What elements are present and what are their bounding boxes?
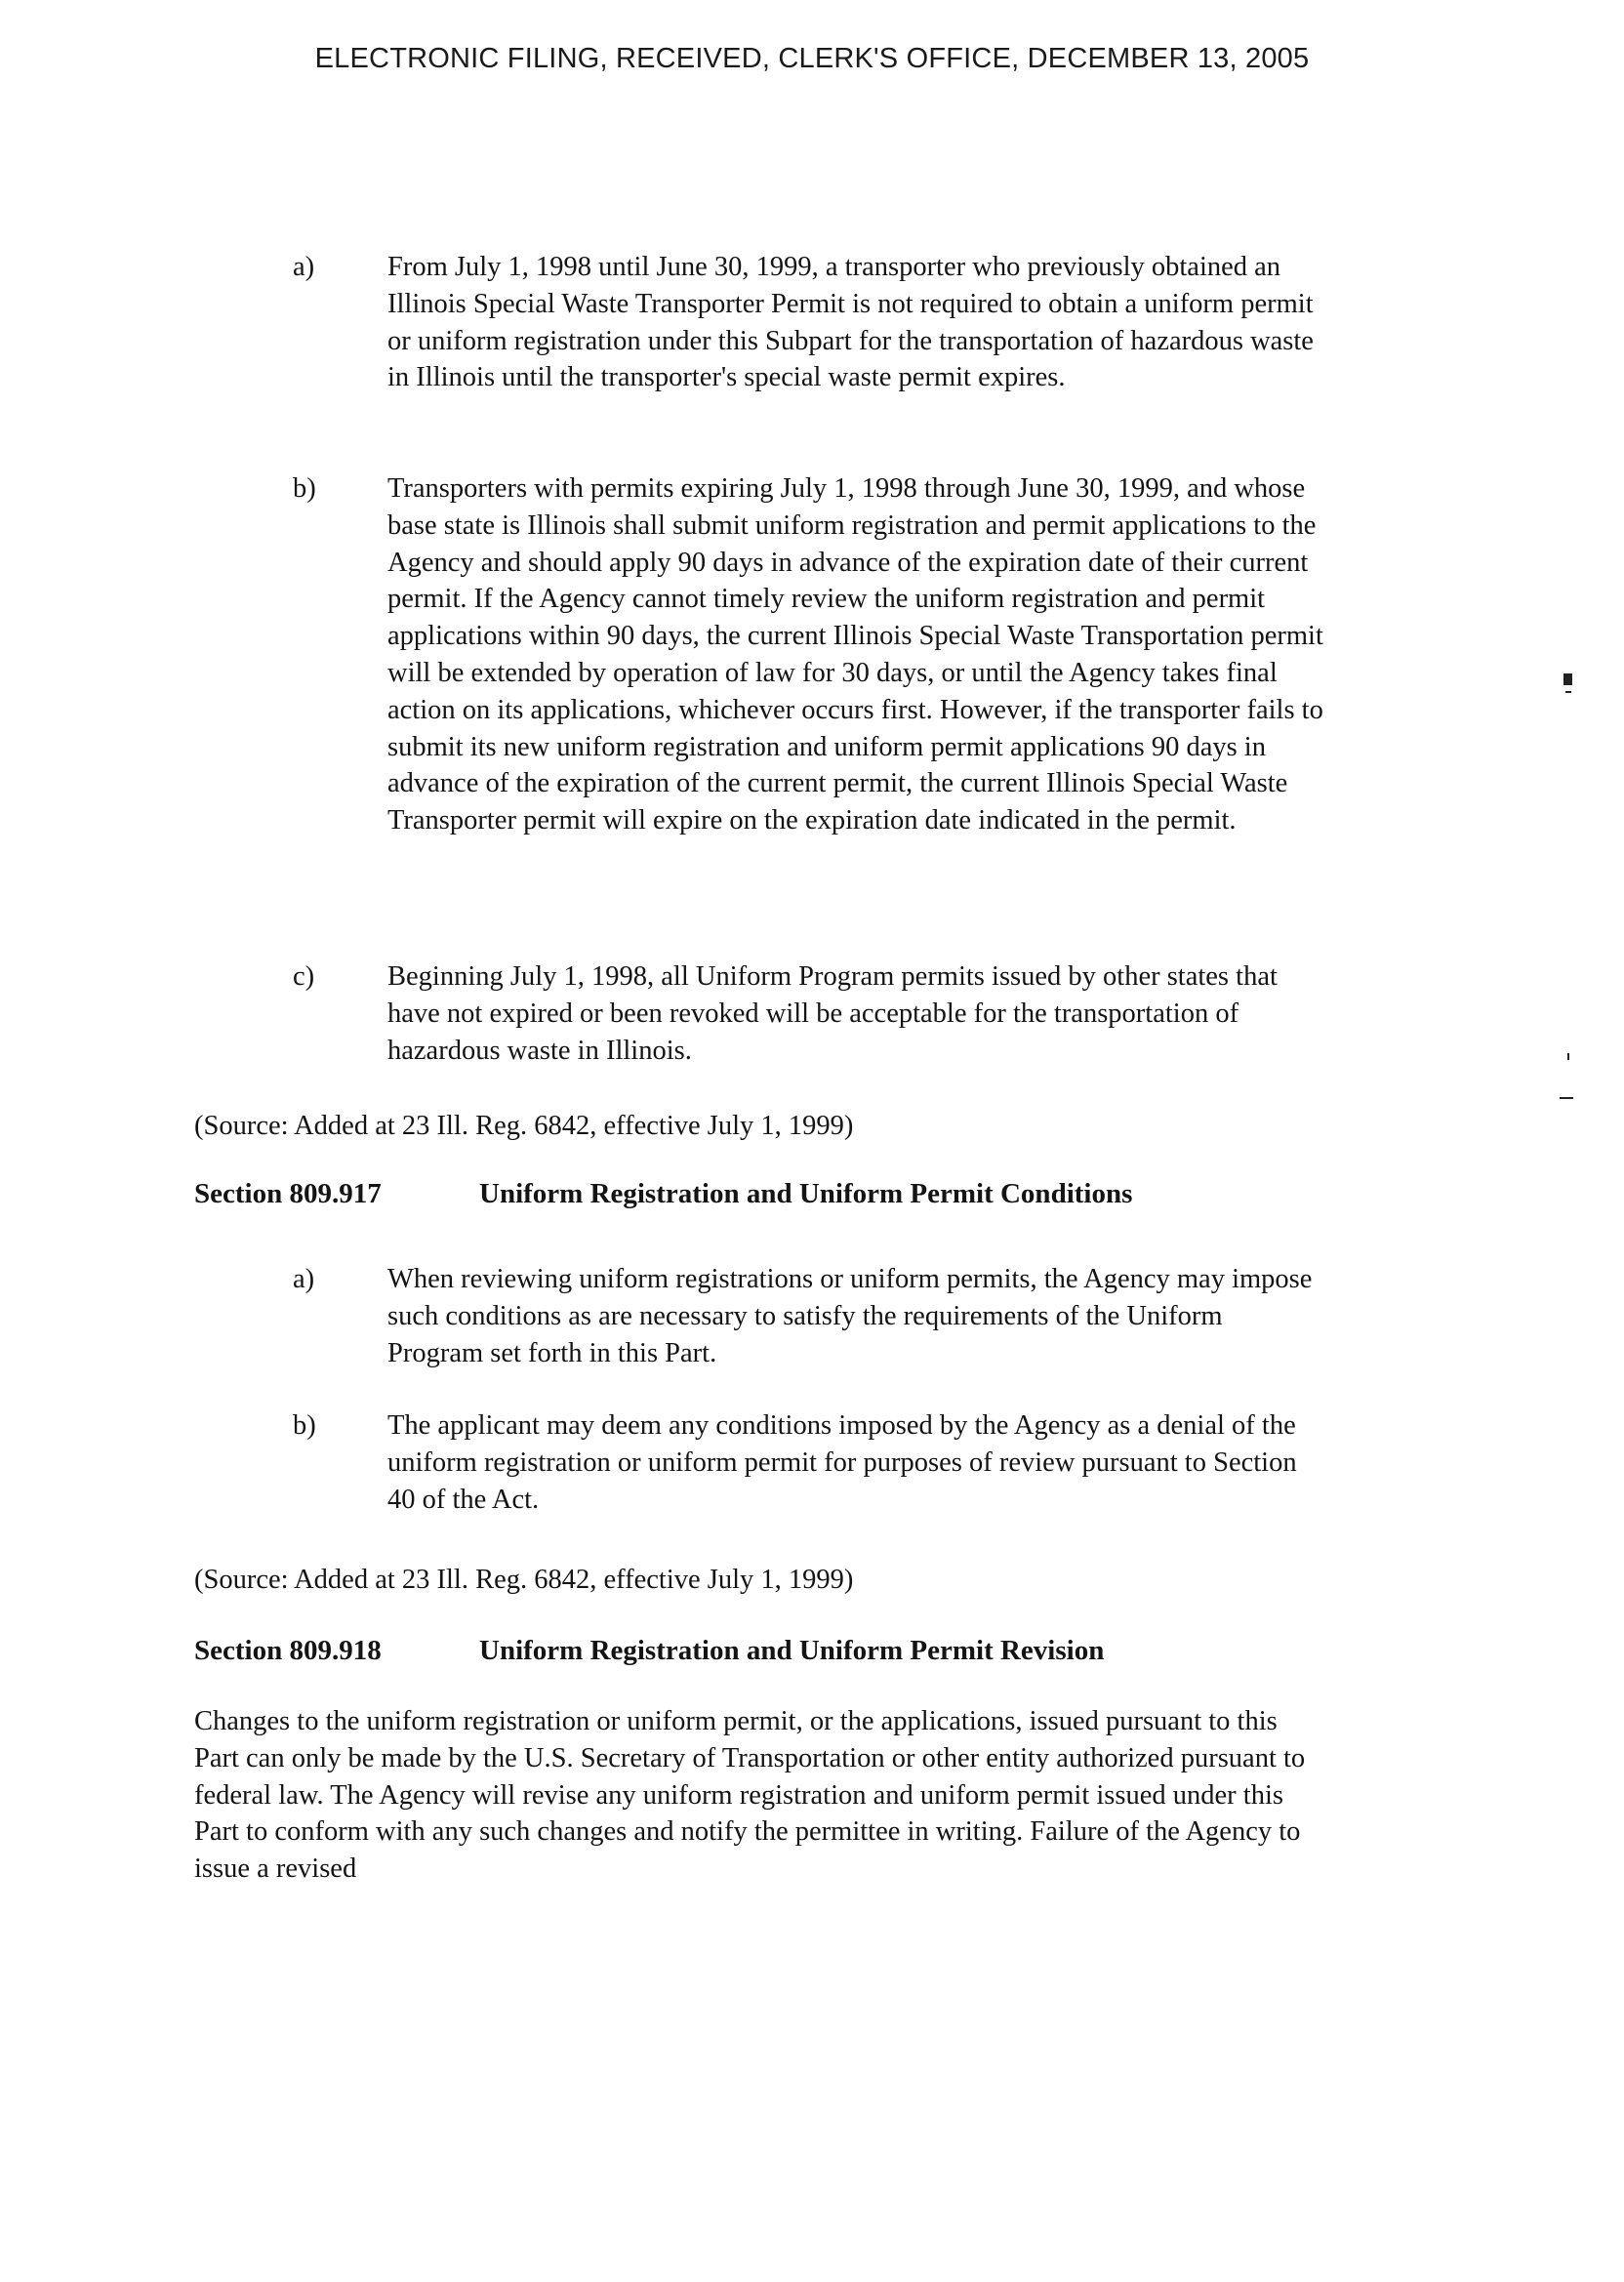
section-number: Section 809.917 bbox=[194, 1178, 382, 1209]
source-note: (Source: Added at 23 Ill. Reg. 6842, effective July 1, 1999) bbox=[194, 1565, 854, 1595]
item-label: b) bbox=[293, 473, 316, 504]
section-title: Uniform Registration and Uniform Permit Revision bbox=[479, 1635, 1105, 1666]
item-label: a) bbox=[293, 1264, 315, 1294]
filing-stamp: ELECTRONIC FILING, RECEIVED, CLERK'S OFFICE, DECEMBER 13, 2005 bbox=[314, 43, 1310, 74]
item-text: Transporters with permits expiring July 1, 1998 through June 30, 1999, and whose base state is Illinois shall submit uniform registration and permit applications to the Agency and should apply 90 days in advance of the expiration date of their current permit. If the Agency cannot timely review the uniform registration and permit applications within 90 days, the current Illinois Special Waste Transportation permit will be extended by operation of law for 30 days, or until the Agency takes final action on its applications, whichever occurs first. However, if the transporter fails to submit its new uniform registration and uniform permit applications 90 days in advance of the expiration of the current permit, the current Illinois Special Waste Transporter permit will expire on the expiration date indicated in the permit. bbox=[387, 473, 1323, 836]
scan-mark bbox=[1563, 673, 1572, 685]
item-text: The applicant may deem any conditions imposed by the Agency as a denial of the uniform registration or uniform permit for purposes of review pursuant to Section 40 of the Act. bbox=[387, 1410, 1297, 1515]
item-text: When reviewing uniform registrations or uniform permits, the Agency may impose such conditions as are necessary to satisfy the requirements of the Uniform Program set forth in this Part. bbox=[387, 1264, 1313, 1368]
section-title: Uniform Registration and Uniform Permit Conditions bbox=[479, 1178, 1133, 1209]
scan-mark bbox=[1565, 691, 1571, 693]
source-note: (Source: Added at 23 Ill. Reg. 6842, effective July 1, 1999) bbox=[194, 1111, 854, 1141]
scan-mark bbox=[1560, 1097, 1573, 1099]
section-number: Section 809.918 bbox=[194, 1635, 382, 1666]
item-label: c) bbox=[293, 961, 315, 992]
section-body: Changes to the uniform registration or uniform permit, or the applications, issued pursuant to this Part can only be made by the U.S. Secretary of Transportation or other entity authorized pursuant to federal law. The Agency will revise any uniform registration and uniform permit issued under this Part to conform with any such changes and notify the permittee in writing. Failure of the Agency to issue a revised bbox=[194, 1706, 1306, 1885]
item-text: From July 1, 1998 until June 30, 1999, a transporter who previously obtained an Illinois Special Waste Transporter Permit is not required to obtain a uniform permit or uniform registration under this Subpart for the transportation of hazardous waste in Illinois until the transporter's special waste permit expires. bbox=[387, 252, 1314, 393]
item-label: a) bbox=[293, 252, 315, 282]
item-label: b) bbox=[293, 1410, 316, 1441]
scan-mark bbox=[1567, 1053, 1569, 1060]
item-text: Beginning July 1, 1998, all Uniform Program permits issued by other states that have not expired or been revoked will be acceptable for the transportation of hazardous waste in Illinois. bbox=[387, 961, 1278, 1066]
